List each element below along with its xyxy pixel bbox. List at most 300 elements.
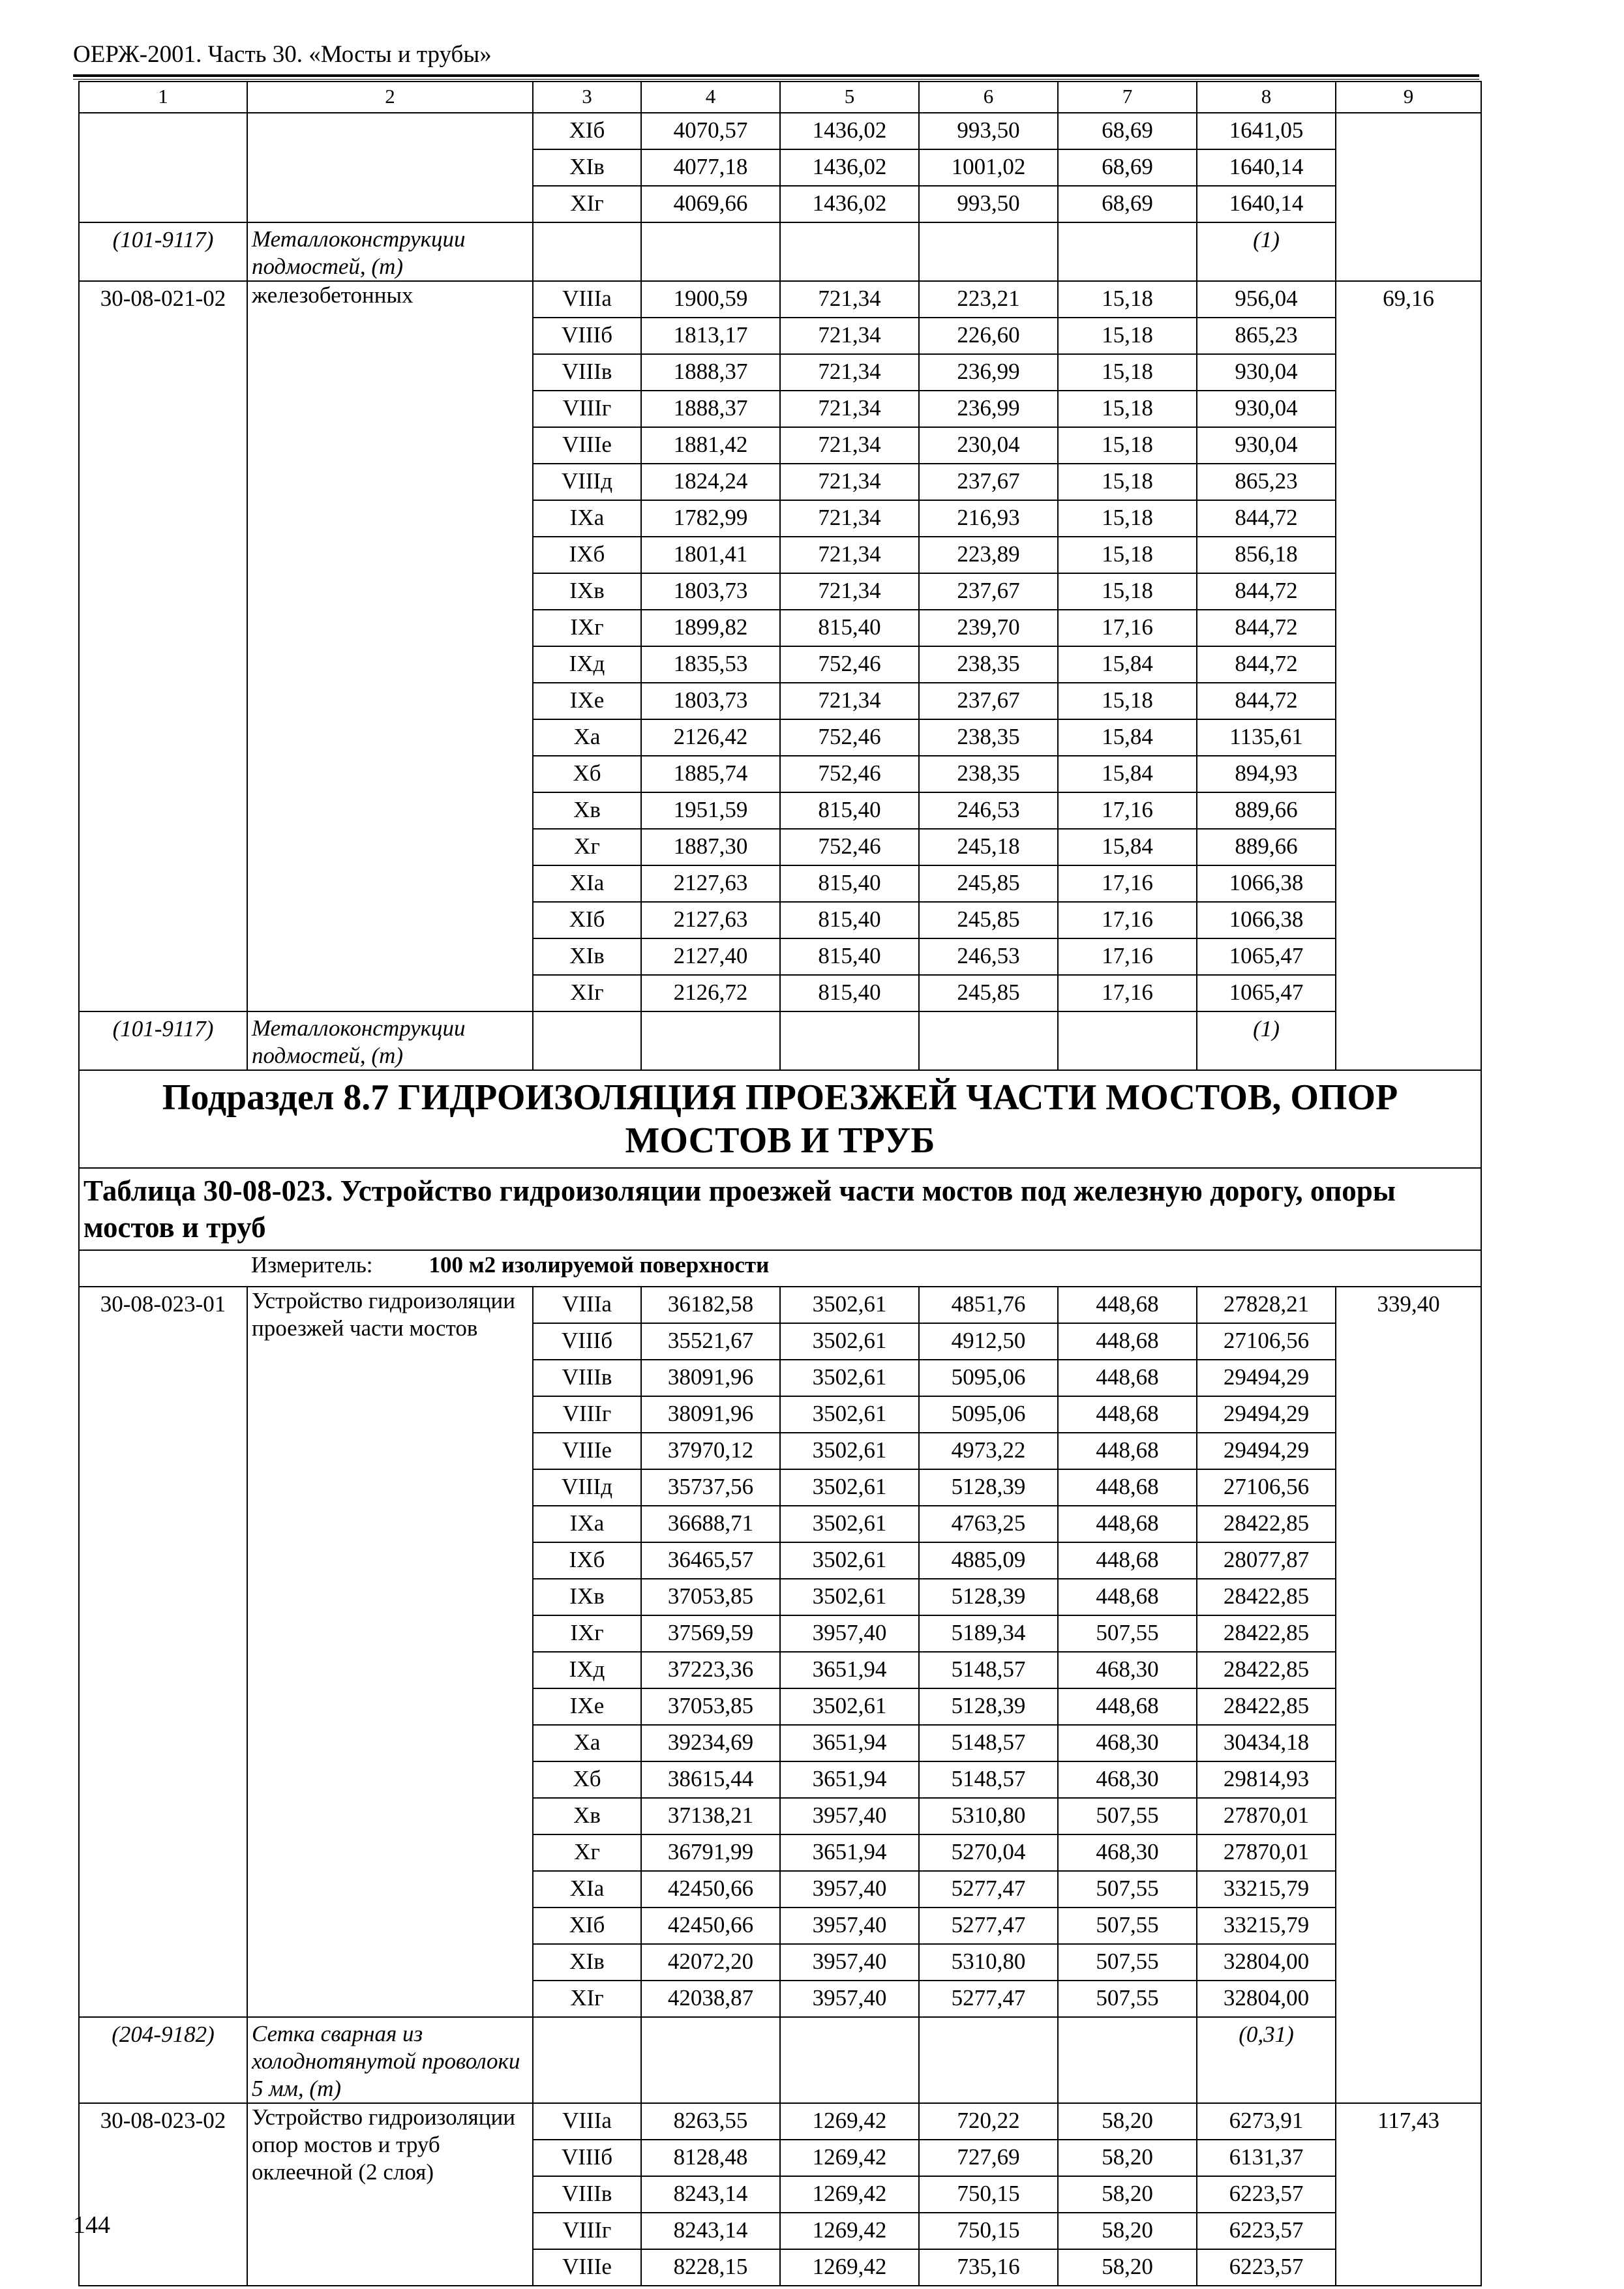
value-cell: 42450,66 bbox=[641, 1908, 780, 1944]
value-cell: 1885,74 bbox=[641, 756, 780, 792]
section-title: Подраздел 8.7 ГИДРОИЗОЛЯЦИЯ ПРОЕЗЖЕЙ ЧАСТИ МОСТОВ, ОПОР МОСТОВ И ТРУБ bbox=[79, 1070, 1481, 1168]
section-row bbox=[79, 1070, 1481, 1168]
zone-cell: XIв bbox=[533, 149, 641, 186]
value-cell: 815,40 bbox=[780, 792, 919, 829]
value-cell: 8263,55 bbox=[641, 2103, 780, 2140]
value-cell: 3502,61 bbox=[780, 1542, 919, 1579]
value-cell: 246,53 bbox=[919, 938, 1058, 975]
value-cell: 4069,66 bbox=[641, 186, 780, 222]
material-code: (204-9182) bbox=[79, 2017, 247, 2103]
zone-cell: Xа bbox=[533, 1725, 641, 1761]
zone-cell: VIIIг bbox=[533, 391, 641, 427]
value-cell: 721,34 bbox=[780, 573, 919, 610]
value-cell: 448,68 bbox=[1058, 1469, 1197, 1506]
value-cell: 468,30 bbox=[1058, 1652, 1197, 1688]
value-cell: 448,68 bbox=[1058, 1542, 1197, 1579]
value-cell: 29494,29 bbox=[1197, 1433, 1336, 1469]
value-cell: 844,72 bbox=[1197, 610, 1336, 646]
value-cell: 3957,40 bbox=[780, 1908, 919, 1944]
rate-code: 30-08-023-02 bbox=[79, 2103, 247, 2286]
value-cell: 1881,42 bbox=[641, 427, 780, 464]
value-cell: 246,53 bbox=[919, 792, 1058, 829]
measure-label: Измеритель: bbox=[251, 1252, 373, 1278]
zone-cell: VIIIб bbox=[533, 318, 641, 354]
value-cell: 15,18 bbox=[1058, 318, 1197, 354]
value-cell: 15,18 bbox=[1058, 500, 1197, 537]
work-name: железобетонных bbox=[247, 281, 533, 1011]
material-note-row bbox=[79, 2017, 1481, 2103]
value-cell: 37138,21 bbox=[641, 1798, 780, 1834]
zone-cell: Xг bbox=[533, 1834, 641, 1871]
value-cell: 1641,05 bbox=[1197, 113, 1336, 149]
value-cell: 5148,57 bbox=[919, 1652, 1058, 1688]
value-cell: 3957,40 bbox=[780, 1981, 919, 2017]
zone-cell: IXд bbox=[533, 1652, 641, 1688]
value-cell: 1269,42 bbox=[780, 2140, 919, 2176]
value-cell: 1269,42 bbox=[780, 2103, 919, 2140]
value-cell: 448,68 bbox=[1058, 1287, 1197, 1323]
labor-cell bbox=[1336, 113, 1481, 281]
value-cell: 721,34 bbox=[780, 500, 919, 537]
value-cell: 28422,85 bbox=[1197, 1688, 1336, 1725]
value-cell: 17,16 bbox=[1058, 792, 1197, 829]
value-cell: 448,68 bbox=[1058, 1506, 1197, 1542]
value-cell: 29494,29 bbox=[1197, 1360, 1336, 1396]
zone-cell: VIIIг bbox=[533, 2213, 641, 2249]
value-cell: 36465,57 bbox=[641, 1542, 780, 1579]
value-cell: 39234,69 bbox=[641, 1725, 780, 1761]
value-cell: 993,50 bbox=[919, 113, 1058, 149]
value-cell: 245,85 bbox=[919, 975, 1058, 1011]
value-cell: 448,68 bbox=[1058, 1360, 1197, 1396]
zone-cell: IXа bbox=[533, 1506, 641, 1542]
value-cell: 8243,14 bbox=[641, 2213, 780, 2249]
value-cell: 1887,30 bbox=[641, 829, 780, 865]
value-cell: 5310,80 bbox=[919, 1798, 1058, 1834]
measure-row bbox=[79, 1250, 1481, 1287]
value-cell: 752,46 bbox=[780, 719, 919, 756]
value-cell: 1066,38 bbox=[1197, 902, 1336, 938]
empty-cell bbox=[1058, 2017, 1197, 2103]
value-cell: 930,04 bbox=[1197, 427, 1336, 464]
zone-cell: IXв bbox=[533, 573, 641, 610]
zone-cell: VIIIг bbox=[533, 1396, 641, 1433]
work-name: Устройство гидроизоляции проезжей части мостов bbox=[247, 1287, 533, 2017]
value-cell: 844,72 bbox=[1197, 500, 1336, 537]
value-cell: 815,40 bbox=[780, 865, 919, 902]
value-cell: 5277,47 bbox=[919, 1981, 1058, 2017]
labor-cell: 339,40 bbox=[1336, 1287, 1481, 2103]
value-cell: 752,46 bbox=[780, 646, 919, 683]
value-cell: 28422,85 bbox=[1197, 1579, 1336, 1615]
value-cell: 38091,96 bbox=[641, 1396, 780, 1433]
zone-cell: Xг bbox=[533, 829, 641, 865]
value-cell: 1813,17 bbox=[641, 318, 780, 354]
zone-cell: VIIIд bbox=[533, 464, 641, 500]
value-cell: 17,16 bbox=[1058, 610, 1197, 646]
value-cell: 1436,02 bbox=[780, 149, 919, 186]
value-cell: 5148,57 bbox=[919, 1725, 1058, 1761]
material-name: Металлоконструкции подмостей, (т) bbox=[247, 222, 533, 281]
value-cell: 37053,85 bbox=[641, 1688, 780, 1725]
value-cell: 721,34 bbox=[780, 391, 919, 427]
value-cell: 58,20 bbox=[1058, 2176, 1197, 2213]
value-cell: 68,69 bbox=[1058, 186, 1197, 222]
empty-cell bbox=[641, 1011, 780, 1070]
value-cell: 1135,61 bbox=[1197, 719, 1336, 756]
zone-cell: Xа bbox=[533, 719, 641, 756]
value-cell: 15,18 bbox=[1058, 391, 1197, 427]
value-cell: 15,18 bbox=[1058, 683, 1197, 719]
value-cell: 3502,61 bbox=[780, 1579, 919, 1615]
value-cell: 507,55 bbox=[1058, 1871, 1197, 1908]
zone-cell: XIб bbox=[533, 902, 641, 938]
zone-cell: XIа bbox=[533, 865, 641, 902]
rate-code: 30-08-023-01 bbox=[79, 1287, 247, 2017]
value-cell: 1899,82 bbox=[641, 610, 780, 646]
value-cell: 1640,14 bbox=[1197, 149, 1336, 186]
value-cell: 5148,57 bbox=[919, 1761, 1058, 1798]
empty-cell bbox=[1058, 222, 1197, 281]
value-cell: 1803,73 bbox=[641, 573, 780, 610]
zone-cell: IXе bbox=[533, 683, 641, 719]
zone-cell: VIIIе bbox=[533, 427, 641, 464]
value-cell: 38615,44 bbox=[641, 1761, 780, 1798]
value-cell: 42038,87 bbox=[641, 1981, 780, 2017]
value-cell: 3502,61 bbox=[780, 1287, 919, 1323]
value-cell: 1803,73 bbox=[641, 683, 780, 719]
value-cell: 5095,06 bbox=[919, 1396, 1058, 1433]
value-cell: 1640,14 bbox=[1197, 186, 1336, 222]
value-cell: 28422,85 bbox=[1197, 1615, 1336, 1652]
value-cell: 238,35 bbox=[919, 646, 1058, 683]
value-cell: 3651,94 bbox=[780, 1761, 919, 1798]
zone-cell: XIв bbox=[533, 1944, 641, 1981]
table-title: Таблица 30-08-023. Устройство гидроизоляции проезжей части мостов под железную дорогу, опоры мостов и труб bbox=[79, 1168, 1481, 1250]
value-cell: 844,72 bbox=[1197, 683, 1336, 719]
value-cell: 42072,20 bbox=[641, 1944, 780, 1981]
value-cell: 35737,56 bbox=[641, 1469, 780, 1506]
value-cell: 27106,56 bbox=[1197, 1469, 1336, 1506]
value-cell: 3957,40 bbox=[780, 1798, 919, 1834]
value-cell: 4912,50 bbox=[919, 1323, 1058, 1360]
zone-cell: IXб bbox=[533, 1542, 641, 1579]
value-cell: 58,20 bbox=[1058, 2213, 1197, 2249]
zone-cell: VIIIа bbox=[533, 2103, 641, 2140]
running-head: ОЕРЖ-2001. Часть 30. «Мосты и трубы» bbox=[73, 41, 492, 68]
value-cell: 36791,99 bbox=[641, 1834, 780, 1871]
value-cell: 507,55 bbox=[1058, 1981, 1197, 2017]
zone-cell: VIIIб bbox=[533, 1323, 641, 1360]
value-cell: 3651,94 bbox=[780, 1725, 919, 1761]
value-cell: 27870,01 bbox=[1197, 1798, 1336, 1834]
value-cell: 236,99 bbox=[919, 354, 1058, 391]
value-cell: 3957,40 bbox=[780, 1871, 919, 1908]
zone-cell: IXд bbox=[533, 646, 641, 683]
rates-table bbox=[78, 81, 1482, 2286]
zone-cell: XIг bbox=[533, 186, 641, 222]
zone-cell: VIIIв bbox=[533, 2176, 641, 2213]
material-code: (101-9117) bbox=[79, 222, 247, 281]
value-cell: 865,23 bbox=[1197, 318, 1336, 354]
value-cell: 507,55 bbox=[1058, 1908, 1197, 1944]
measure-cell bbox=[247, 1250, 1481, 1287]
empty-cell bbox=[533, 222, 641, 281]
value-cell: 5128,39 bbox=[919, 1469, 1058, 1506]
value-cell: 27828,21 bbox=[1197, 1287, 1336, 1323]
column-number: 9 bbox=[1336, 82, 1481, 113]
value-cell: 1951,59 bbox=[641, 792, 780, 829]
value-cell: 1269,42 bbox=[780, 2176, 919, 2213]
zone-cell: VIIIе bbox=[533, 2249, 641, 2286]
work-name: Устройство гидроизоляции опор мостов и труб оклеечной (2 слоя) bbox=[247, 2103, 533, 2286]
value-cell: 3502,61 bbox=[780, 1360, 919, 1396]
value-cell: 2127,63 bbox=[641, 865, 780, 902]
zone-cell: XIб bbox=[533, 1908, 641, 1944]
value-cell: 448,68 bbox=[1058, 1396, 1197, 1433]
value-cell: 1888,37 bbox=[641, 354, 780, 391]
zone-cell: VIIIв bbox=[533, 354, 641, 391]
value-cell: 17,16 bbox=[1058, 865, 1197, 902]
empty-cell bbox=[79, 1250, 247, 1287]
value-cell: 889,66 bbox=[1197, 792, 1336, 829]
value-cell: 2127,40 bbox=[641, 938, 780, 975]
zone-cell: XIб bbox=[533, 113, 641, 149]
empty-cell bbox=[780, 222, 919, 281]
value-cell: 245,85 bbox=[919, 902, 1058, 938]
value-cell: 1436,02 bbox=[780, 186, 919, 222]
column-number: 8 bbox=[1197, 82, 1336, 113]
material-code: (101-9117) bbox=[79, 1011, 247, 1070]
value-cell: 37223,36 bbox=[641, 1652, 780, 1688]
zone-cell: IXв bbox=[533, 1579, 641, 1615]
value-cell: 1824,24 bbox=[641, 464, 780, 500]
value-cell: 815,40 bbox=[780, 975, 919, 1011]
value-cell: 38091,96 bbox=[641, 1360, 780, 1396]
empty-cell bbox=[780, 2017, 919, 2103]
value-cell: 27870,01 bbox=[1197, 1834, 1336, 1871]
value-cell: 237,67 bbox=[919, 683, 1058, 719]
value-cell: 58,20 bbox=[1058, 2249, 1197, 2286]
value-cell: 448,68 bbox=[1058, 1688, 1197, 1725]
value-cell: 1835,53 bbox=[641, 646, 780, 683]
value-cell: 1065,47 bbox=[1197, 938, 1336, 975]
value-cell: 3502,61 bbox=[780, 1688, 919, 1725]
value-cell: 238,35 bbox=[919, 719, 1058, 756]
rate-code: 30-08-021-02 bbox=[79, 281, 247, 1011]
value-cell: 8243,14 bbox=[641, 2176, 780, 2213]
value-cell: 15,18 bbox=[1058, 464, 1197, 500]
value-cell: 752,46 bbox=[780, 756, 919, 792]
empty-cell bbox=[919, 1011, 1058, 1070]
value-cell: 216,93 bbox=[919, 500, 1058, 537]
value-cell: 3502,61 bbox=[780, 1469, 919, 1506]
zone-cell: VIIIе bbox=[533, 1433, 641, 1469]
value-cell: 223,89 bbox=[919, 537, 1058, 573]
value-cell: 1900,59 bbox=[641, 281, 780, 318]
value-cell: 721,34 bbox=[780, 281, 919, 318]
value-cell: 30434,18 bbox=[1197, 1725, 1336, 1761]
value-cell: 721,34 bbox=[780, 354, 919, 391]
value-cell: 750,15 bbox=[919, 2176, 1058, 2213]
zone-cell: Xв bbox=[533, 792, 641, 829]
value-cell: 230,04 bbox=[919, 427, 1058, 464]
value-cell: 4885,09 bbox=[919, 1542, 1058, 1579]
value-cell: 889,66 bbox=[1197, 829, 1336, 865]
zone-cell: XIг bbox=[533, 1981, 641, 2017]
value-cell: 237,67 bbox=[919, 464, 1058, 500]
value-cell: 1436,02 bbox=[780, 113, 919, 149]
value-cell: 6223,57 bbox=[1197, 2176, 1336, 2213]
value-cell: 68,69 bbox=[1058, 113, 1197, 149]
material-name: Металлоконструкции подмостей, (т) bbox=[247, 1011, 533, 1070]
zone-cell: VIIIв bbox=[533, 1360, 641, 1396]
zone-cell: VIIIд bbox=[533, 1469, 641, 1506]
column-number: 4 bbox=[641, 82, 780, 113]
value-cell: 727,69 bbox=[919, 2140, 1058, 2176]
value-cell: 3502,61 bbox=[780, 1506, 919, 1542]
value-cell: 28077,87 bbox=[1197, 1542, 1336, 1579]
value-cell: 223,21 bbox=[919, 281, 1058, 318]
value-cell: 238,35 bbox=[919, 756, 1058, 792]
value-cell: 33215,79 bbox=[1197, 1908, 1336, 1944]
value-cell: 226,60 bbox=[919, 318, 1058, 354]
table-row bbox=[79, 281, 1481, 318]
value-cell: 865,23 bbox=[1197, 464, 1336, 500]
value-cell: 32804,00 bbox=[1197, 1981, 1336, 2017]
empty-cell bbox=[641, 2017, 780, 2103]
value-cell: 5095,06 bbox=[919, 1360, 1058, 1396]
labor-cell: 69,16 bbox=[1336, 281, 1481, 1070]
value-cell: 239,70 bbox=[919, 610, 1058, 646]
value-cell: 507,55 bbox=[1058, 1798, 1197, 1834]
value-cell: 5277,47 bbox=[919, 1908, 1058, 1944]
value-cell: 2126,42 bbox=[641, 719, 780, 756]
zone-cell: IXб bbox=[533, 537, 641, 573]
value-cell: 28422,85 bbox=[1197, 1506, 1336, 1542]
value-cell: 5270,04 bbox=[919, 1834, 1058, 1871]
value-cell: 930,04 bbox=[1197, 354, 1336, 391]
empty-cell bbox=[641, 222, 780, 281]
value-cell: 36182,58 bbox=[641, 1287, 780, 1323]
labor-cell: 117,43 bbox=[1336, 2103, 1481, 2286]
value-cell: 3957,40 bbox=[780, 1615, 919, 1652]
value-cell: 507,55 bbox=[1058, 1615, 1197, 1652]
value-cell: 4973,22 bbox=[919, 1433, 1058, 1469]
value-cell: 37053,85 bbox=[641, 1579, 780, 1615]
column-number: 2 bbox=[247, 82, 533, 113]
work-name bbox=[247, 113, 533, 222]
value-cell: 37970,12 bbox=[641, 1433, 780, 1469]
zone-cell: Xб bbox=[533, 1761, 641, 1798]
value-cell: 3502,61 bbox=[780, 1433, 919, 1469]
value-cell: 752,46 bbox=[780, 829, 919, 865]
value-cell: 930,04 bbox=[1197, 391, 1336, 427]
value-cell: 3502,61 bbox=[780, 1323, 919, 1360]
value-cell: 2127,63 bbox=[641, 902, 780, 938]
page-number: 144 bbox=[73, 2211, 110, 2239]
rate-code bbox=[79, 113, 247, 222]
value-cell: 15,84 bbox=[1058, 756, 1197, 792]
value-cell: 15,84 bbox=[1058, 646, 1197, 683]
material-note-row bbox=[79, 222, 1481, 281]
column-number: 1 bbox=[79, 82, 247, 113]
value-cell: 6273,91 bbox=[1197, 2103, 1336, 2140]
value-cell: 6223,57 bbox=[1197, 2249, 1336, 2286]
value-cell: 1782,99 bbox=[641, 500, 780, 537]
value-cell: 1269,42 bbox=[780, 2249, 919, 2286]
value-cell: 844,72 bbox=[1197, 646, 1336, 683]
zone-cell: VIIIб bbox=[533, 2140, 641, 2176]
value-cell: 815,40 bbox=[780, 938, 919, 975]
value-cell: 3651,94 bbox=[780, 1652, 919, 1688]
value-cell: 2126,72 bbox=[641, 975, 780, 1011]
empty-cell bbox=[1058, 1011, 1197, 1070]
value-cell: 17,16 bbox=[1058, 902, 1197, 938]
value-cell: 15,18 bbox=[1058, 573, 1197, 610]
value-cell: 468,30 bbox=[1058, 1834, 1197, 1871]
value-cell: 4077,18 bbox=[641, 149, 780, 186]
value-cell: 27106,56 bbox=[1197, 1323, 1336, 1360]
value-cell: 507,55 bbox=[1058, 1944, 1197, 1981]
value-cell: 1001,02 bbox=[919, 149, 1058, 186]
material-name: Сетка сварная из холоднотянутой проволоки 5 мм, (т) bbox=[247, 2017, 533, 2103]
value-cell: 1269,42 bbox=[780, 2213, 919, 2249]
value-cell: 236,99 bbox=[919, 391, 1058, 427]
material-note-row bbox=[79, 1011, 1481, 1070]
value-cell: 36688,71 bbox=[641, 1506, 780, 1542]
table-row bbox=[79, 1287, 1481, 1323]
value-cell: 4851,76 bbox=[919, 1287, 1058, 1323]
value-cell: 1065,47 bbox=[1197, 975, 1336, 1011]
material-qty: (1) bbox=[1197, 222, 1336, 281]
material-qty: (1) bbox=[1197, 1011, 1336, 1070]
value-cell: 721,34 bbox=[780, 318, 919, 354]
table-title-row bbox=[79, 1168, 1481, 1250]
value-cell: 844,72 bbox=[1197, 573, 1336, 610]
value-cell: 4763,25 bbox=[919, 1506, 1058, 1542]
value-cell: 28422,85 bbox=[1197, 1652, 1336, 1688]
value-cell: 1888,37 bbox=[641, 391, 780, 427]
value-cell: 815,40 bbox=[780, 610, 919, 646]
value-cell: 15,18 bbox=[1058, 537, 1197, 573]
table-row bbox=[79, 113, 1481, 149]
value-cell: 5310,80 bbox=[919, 1944, 1058, 1981]
value-cell: 6223,57 bbox=[1197, 2213, 1336, 2249]
column-number: 3 bbox=[533, 82, 641, 113]
column-number: 6 bbox=[919, 82, 1058, 113]
value-cell: 815,40 bbox=[780, 902, 919, 938]
value-cell: 245,18 bbox=[919, 829, 1058, 865]
value-cell: 15,18 bbox=[1058, 427, 1197, 464]
value-cell: 956,04 bbox=[1197, 281, 1336, 318]
value-cell: 993,50 bbox=[919, 186, 1058, 222]
value-cell: 237,67 bbox=[919, 573, 1058, 610]
value-cell: 721,34 bbox=[780, 464, 919, 500]
zone-cell: IXе bbox=[533, 1688, 641, 1725]
value-cell: 448,68 bbox=[1058, 1323, 1197, 1360]
value-cell: 720,22 bbox=[919, 2103, 1058, 2140]
value-cell: 8128,48 bbox=[641, 2140, 780, 2176]
empty-cell bbox=[533, 1011, 641, 1070]
value-cell: 6131,37 bbox=[1197, 2140, 1336, 2176]
zone-cell: VIIIа bbox=[533, 1287, 641, 1323]
empty-cell bbox=[919, 2017, 1058, 2103]
value-cell: 3651,94 bbox=[780, 1834, 919, 1871]
value-cell: 1801,41 bbox=[641, 537, 780, 573]
value-cell: 58,20 bbox=[1058, 2140, 1197, 2176]
value-cell: 33215,79 bbox=[1197, 1871, 1336, 1908]
